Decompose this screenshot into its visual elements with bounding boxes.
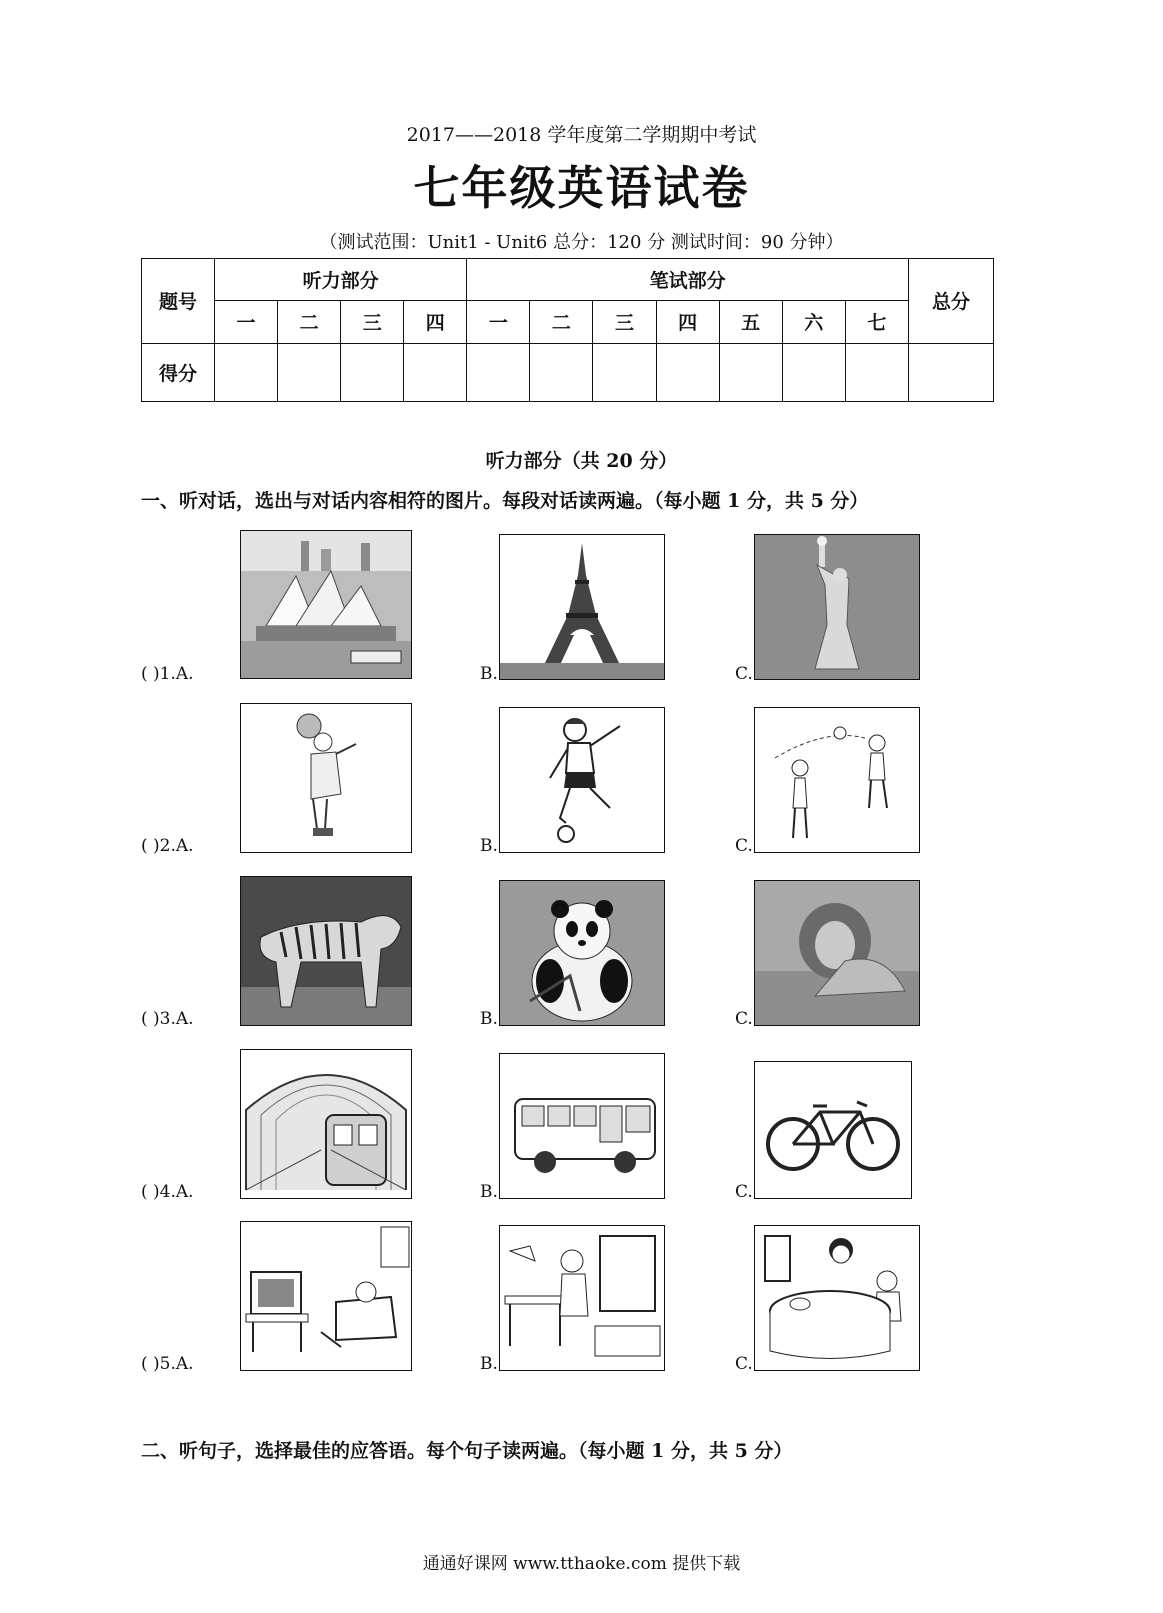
- writing-col: 四: [656, 301, 719, 343]
- option-c-label: C.: [735, 1354, 753, 1374]
- sydney-opera-house-image[interactable]: [240, 530, 412, 679]
- score-row-label: 得分: [142, 343, 215, 401]
- score-table: [141, 258, 994, 402]
- question-label-1: ( )1.A.: [141, 664, 194, 684]
- option-b-label: B.: [480, 1354, 498, 1374]
- option-b-label: B.: [480, 836, 498, 856]
- option-c-label: C.: [735, 1182, 753, 1202]
- column-numbers-row: [142, 301, 994, 343]
- lion-image[interactable]: [754, 880, 920, 1026]
- score-cell[interactable]: [341, 343, 404, 401]
- option-c-label: C.: [735, 836, 753, 856]
- score-cell[interactable]: [782, 343, 845, 401]
- question-label-4: ( )4.A.: [141, 1182, 194, 1202]
- footer-source: 通通好课网 www.tthaoke.com 提供下载: [422, 1554, 741, 1574]
- option-c-label: C.: [735, 1009, 753, 1029]
- listening-part-label: 听力部分: [215, 259, 467, 301]
- writing-col: 二: [530, 301, 593, 343]
- score-cell[interactable]: [845, 343, 908, 401]
- subway-train-image[interactable]: [240, 1049, 412, 1199]
- boy-doing-homework-image[interactable]: [499, 1225, 665, 1371]
- score-cell[interactable]: [278, 343, 341, 401]
- total-score-cell[interactable]: [909, 343, 994, 401]
- option-b-label: B.: [480, 1009, 498, 1029]
- tiger-image[interactable]: [240, 876, 412, 1026]
- eiffel-tower-image[interactable]: [499, 534, 665, 680]
- exam-title: 七年级英语试卷: [413, 161, 750, 215]
- girl-playing-basketball-image[interactable]: [240, 703, 412, 853]
- section2-title: 二、听句子，选择最佳的应答语。每个句子读两遍。（每小题 1 分，共 5 分）: [141, 1440, 793, 1462]
- writing-col: 五: [719, 301, 782, 343]
- total-label: 总分: [909, 259, 994, 344]
- writing-part-label: 笔试部分: [467, 259, 909, 301]
- option-c-label: C.: [735, 664, 753, 684]
- listening-col: 二: [278, 301, 341, 343]
- score-cell[interactable]: [656, 343, 719, 401]
- family-eating-dinner-image[interactable]: [754, 1225, 920, 1371]
- writing-col: 六: [782, 301, 845, 343]
- score-cell[interactable]: [530, 343, 593, 401]
- writing-col: 七: [845, 301, 908, 343]
- question-number-label: 题号: [142, 259, 215, 344]
- listening-col: 一: [215, 301, 278, 343]
- section1-title: 一、听对话，选出与对话内容相符的图片。每段对话读两遍。（每小题 1 分，共 5 分）: [141, 490, 869, 512]
- question-label-3: ( )3.A.: [141, 1009, 194, 1029]
- question-label-5: ( )5.A.: [141, 1354, 194, 1374]
- option-b-label: B.: [480, 1182, 498, 1202]
- question-label-2: ( )2.A.: [141, 836, 194, 856]
- score-cell[interactable]: [593, 343, 656, 401]
- listening-heading: 听力部分（共 20 分）: [485, 450, 678, 472]
- score-cell[interactable]: [215, 343, 278, 401]
- boy-watching-tv-image[interactable]: [240, 1221, 412, 1371]
- panda-image[interactable]: [499, 880, 665, 1026]
- writing-col: 一: [467, 301, 530, 343]
- listening-col: 三: [341, 301, 404, 343]
- bicycle-image[interactable]: [754, 1061, 912, 1199]
- bus-image[interactable]: [499, 1053, 665, 1199]
- listening-col: 四: [404, 301, 467, 343]
- boy-playing-soccer-image[interactable]: [499, 707, 665, 853]
- score-cell[interactable]: [467, 343, 530, 401]
- score-cell[interactable]: [719, 343, 782, 401]
- statue-of-liberty-image[interactable]: [754, 534, 920, 680]
- writing-col: 三: [593, 301, 656, 343]
- option-b-label: B.: [480, 664, 498, 684]
- exam-subtitle: 2017——2018 学年度第二学期期中考试: [406, 124, 757, 146]
- exam-scope: （测试范围：Unit1 - Unit6 总分：120 分 测试时间：90 分钟）: [319, 232, 844, 253]
- score-cell[interactable]: [404, 343, 467, 401]
- kids-playing-volleyball-image[interactable]: [754, 707, 920, 853]
